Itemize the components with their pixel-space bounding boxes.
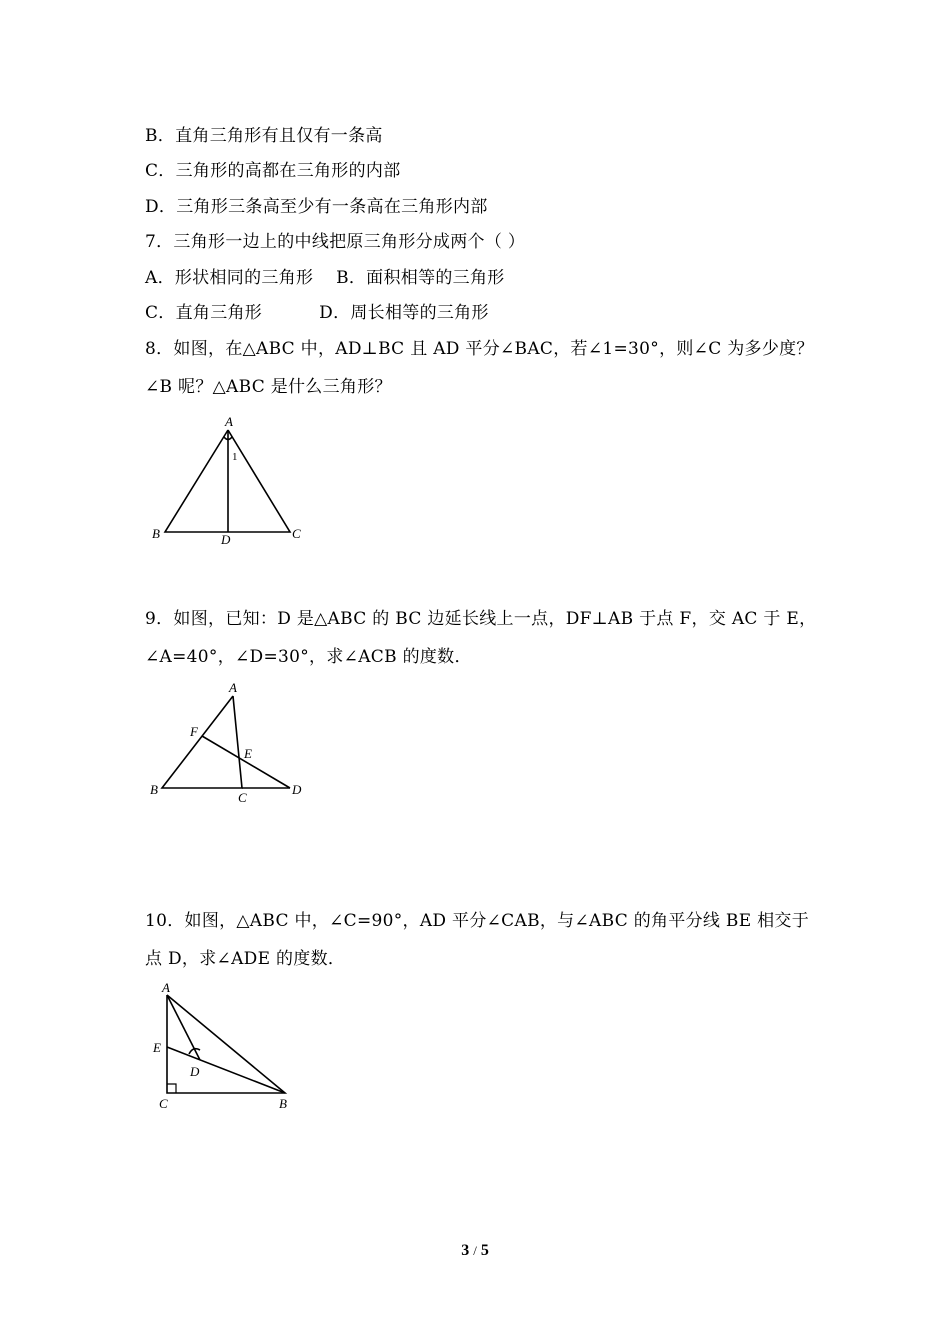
label-a: A: [229, 680, 237, 695]
triangle-abc: [162, 696, 242, 788]
page-separator: /: [473, 1243, 477, 1258]
label-d: D: [292, 782, 302, 797]
figure-q9: [140, 678, 320, 813]
question-10-line2: 点 D，求∠ADE 的度数．: [145, 949, 346, 969]
question-9-line1: 9．如图，已知：D 是△ABC 的 BC 边延长线上一点，DF⊥AB 于点 F，交 AC 于 E，: [145, 609, 817, 629]
figure-q8: [140, 410, 320, 550]
figure-q10: [145, 980, 315, 1120]
angle-ade-arc: [189, 1049, 200, 1054]
bisector-ad: [167, 995, 200, 1060]
label-c: C: [292, 526, 301, 541]
question-10-line1: 10．如图，△ABC 中，∠C=90°，AD 平分∠CAB，与∠ABC 的角平分线 BE 相交于: [145, 911, 810, 931]
label-a: A: [162, 980, 170, 995]
page-total: 5: [480, 1242, 489, 1259]
label-b: B: [279, 1096, 287, 1111]
q6-option-d: D．三角形三条高至少有一条高在三角形内部: [145, 197, 488, 217]
label-f: F: [190, 724, 198, 739]
page-current: 3: [461, 1242, 470, 1259]
label-d: D: [190, 1064, 200, 1079]
question-8-line2: ∠B 呢？△ABC 是什么三角形？: [145, 377, 392, 397]
segment-df: [202, 736, 290, 788]
q7-options-cd: C．直角三角形 D．周长相等的三角形: [145, 303, 489, 323]
label-c: C: [238, 790, 247, 805]
triangle-abc: [167, 995, 285, 1093]
right-angle-mark: [167, 1084, 176, 1093]
page-number: [0, 1242, 950, 1260]
label-angle-1: 1: [232, 451, 238, 463]
label-b: B: [152, 526, 160, 541]
q7-options-ab: A．形状相同的三角形 B．面积相等的三角形: [145, 268, 505, 288]
label-e: E: [153, 1040, 161, 1055]
label-d: D: [221, 532, 231, 547]
label-b: B: [150, 782, 158, 797]
label-a: A: [225, 414, 233, 429]
label-c: C: [159, 1096, 168, 1111]
bisector-be: [167, 1047, 285, 1093]
question-8-line1: 8．如图，在△ABC 中，AD⊥BC 且 AD 平分∠BAC，若∠1=30°，则∠C 为多少度？: [145, 339, 814, 359]
q6-option-b: B．直角三角形有且仅有一条高: [145, 126, 383, 146]
question-9-line2: ∠A=40°，∠D=30°，求∠ACB 的度数．: [145, 647, 472, 667]
question-7: 7．三角形一边上的中线把原三角形分成两个（ ）: [145, 232, 526, 252]
label-e: E: [244, 746, 252, 761]
q6-option-c: C．三角形的高都在三角形的内部: [145, 161, 401, 181]
